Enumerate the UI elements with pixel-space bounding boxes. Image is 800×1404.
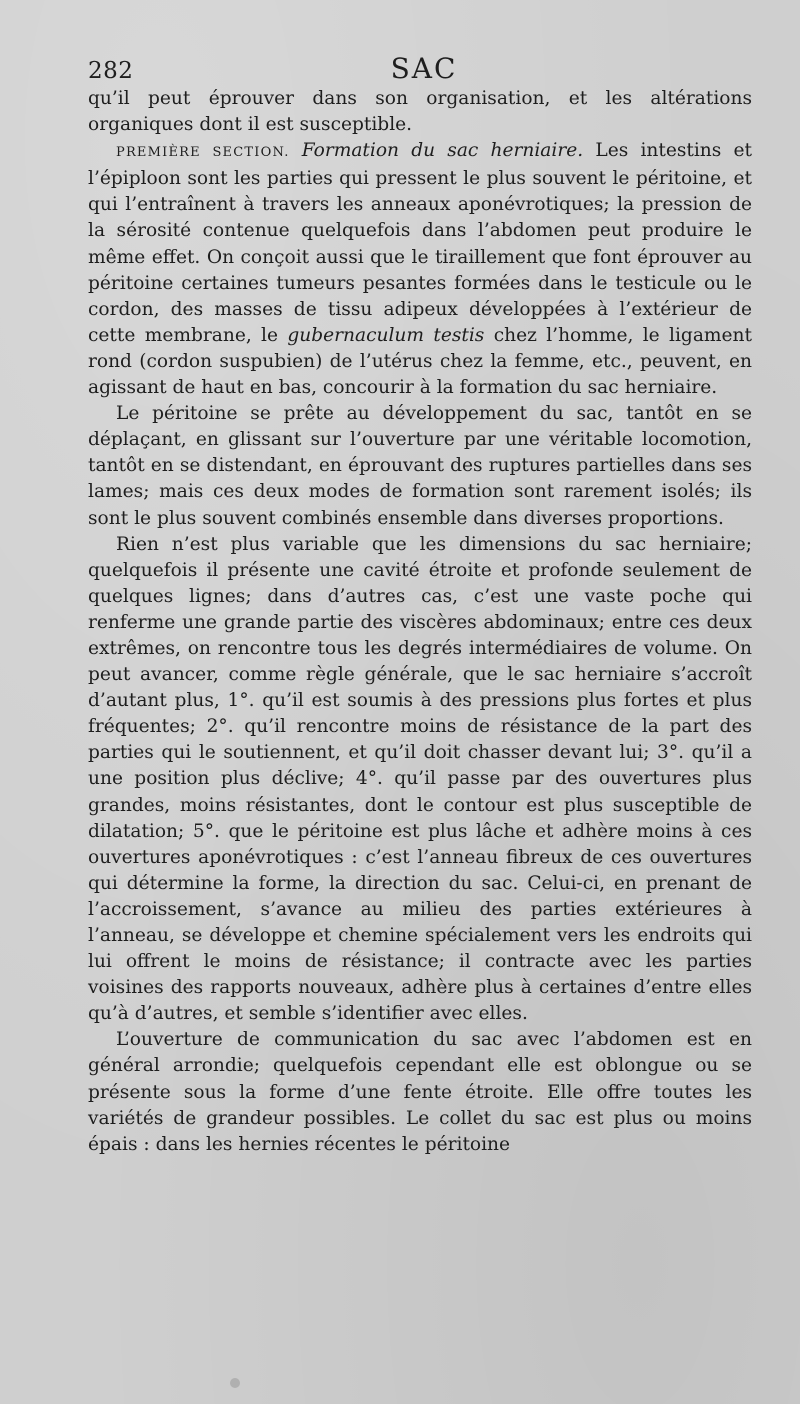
- paragraph-ouverture: L’ouverture de communication du sac avec l’abdomen est en général arrondie; quelquefois cependant elle est oblongue ou se présente sous la forme d’une fente étroite. Elle offre toutes les variétés de grandeur possibles. Le collet du sac est plus ou moins épais : dans les hernies récentes le péritoine: [88, 1029, 752, 1155]
- paragraph-dimensions: Rien n’est plus variable que les dimensions du sac herniaire; quelquefois il présente une cavité étroite et profonde seulement de quelques lignes; dans d’autres cas, c’est une vaste poche qui renferme une grande partie des viscères abdominaux; entre ces deux extrêmes, on rencontre tous les degrés intermédiaires de volume. On peut avancer, comme règle générale, que le sac herniaire s’accroît d’autant plus, 1°. qu’il est soumis à des pressions plus fortes et plus fréquentes; 2°. qu’il rencontre moins de résistance de la part des parties qui le soutiennent, et qu’il doit chasser devant lui; 3°. qu’il a une position plus déclive; 4°. qu’il passe par des ouvertures plus grandes, moins résistantes, dont le contour est plus susceptible de dilatation; 5°. que le péritoine est plus lâche et adhère moins à ces ouvertures aponévrotiques : c’est l’anneau fibreux de ces ouvertures qui détermine la forme, la direction du sac. Celui-ci, en prenant de l’accroissement, s’avance au milieu des parties extérieures à l’anneau, se développe et chemine spécialement vers les endroits qui lui offrent le moins de résistance; il contracte avec les parties voisines des rapports nouveaux, adhère plus à certaines d’entre elles qu’à d’autres, et semble s’identifier avec elles.: [88, 533, 752, 1025]
- paragraph-text: chez l’homme, le ligament rond (cordon suspubien) de l’utérus chez la femme, etc., peuvent, en agissant de haut en bas, concourir à la formation du sac herniaire.: [88, 324, 752, 399]
- paper-speck: [230, 1378, 240, 1388]
- section-label: PREMIÈRE SECTION.: [116, 145, 290, 161]
- paragraph-continuation: qu’il peut éprouver dans son organisation, et les altérations organiques dont il est susceptible.: [88, 88, 752, 136]
- page-header: [88, 52, 752, 86]
- body-text: [88, 86, 752, 1158]
- section-title: Formation du sac herniaire.: [301, 140, 584, 162]
- paragraph-text: Les intestins et l’épiploon sont les parties qui pressent le plus souvent le péritoine, et qui l’entraînent à travers les anneaux aponévrotiques; la pression de la sérosité contenue quelquefois dans l’abdomen peut produire le même effet. On conçoit aussi que le tiraillement que font éprouver au péritoine certaines tumeurs pesantes formées dans le testicule ou le cordon, des masses de tissu adipeux développées à l’extérieur de cette membrane, le: [88, 140, 752, 346]
- paragraph-peritoine: Le péritoine se prête au développement du sac, tantôt en se déplaçant, en glissant sur l’ouverture par une véritable locomotion, tantôt en se distendant, en éprouvant des ruptures partielles dans ses lames; mais ces deux modes de formation sont rarement isolés; ils sont le plus souvent combinés ensemble dans diverses proportions.: [88, 403, 752, 529]
- running-head: SAC: [390, 52, 458, 85]
- latin-term: gubernaculum testis: [287, 324, 485, 346]
- page-number: 282: [88, 58, 134, 84]
- paragraph-section-one: [88, 138, 752, 401]
